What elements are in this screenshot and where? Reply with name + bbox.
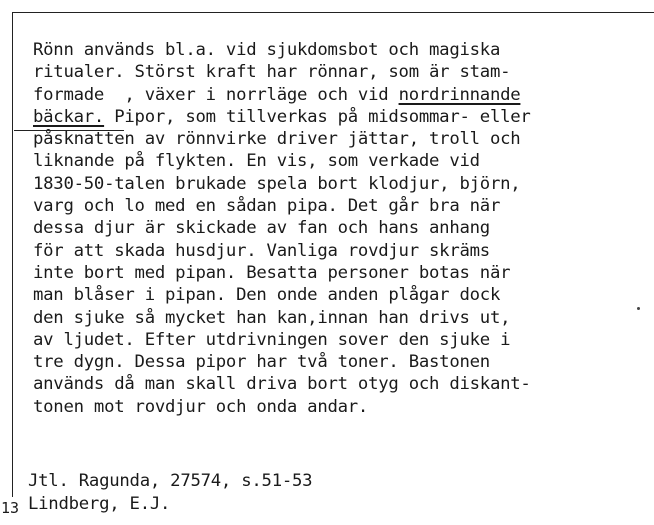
body-line-17: tonen mot rovdjur och onda andar. [33, 396, 369, 417]
body-line-16: används då man skall driva bort otyg och diskant- [33, 374, 531, 395]
margin-underline-mark [14, 130, 124, 131]
card-border-top [13, 12, 654, 13]
body-line-6: liknande på flykten. En vis, som verkade vid [33, 151, 480, 172]
body-line-4: bäckar. Pipor, som tillverkas på midsommar- eller [33, 106, 531, 127]
body-line-5: påsknatten av rönnvirke driver jättar, troll och [33, 129, 521, 150]
body-line-12: man blåser i pipan. Den onde anden plågar dock [33, 285, 501, 306]
body-line-9: dessa djur är skickade av fan och hans anhang [33, 218, 490, 239]
body-line-10: för att skada husdjur. Vanliga rovdjur skräms [33, 240, 490, 261]
body-line-8: varg och lo med en sådan pipa. Det går bra när [33, 196, 501, 217]
source-reference: Jtl. Ragunda, 27574, s.51-53 [28, 471, 313, 491]
body-line-2: ritualer. Störst kraft har rönnar, som är stam- [33, 62, 511, 83]
body-line-3: formade , växer i norrläge och vid nordrinnande [33, 84, 521, 105]
card-body-text [33, 39, 648, 418]
body-line-13: den sjuke så mycket han kan,innan han drivs ut, [33, 307, 511, 328]
body-line-14: av ljudet. Efter utdrivningen sover den sjuke i [33, 329, 511, 350]
body-line-15: tre dygn. Dessa pipor har två toner. Bastonen [33, 352, 490, 373]
author-reference: Lindberg, E.J. [28, 494, 171, 514]
underlined-word-backar: bäckar. [33, 106, 105, 127]
card-border-left [12, 12, 13, 497]
body-line-11: inte bort med pipan. Besatta personer botas när [33, 262, 511, 283]
underlined-word-nordrinnande: nordrinnande [398, 84, 521, 105]
stray-dot-mark [637, 307, 640, 310]
card-number: 13 [1, 499, 20, 517]
body-line-1: Rönn används bl.a. vid sjukdomsbot och magiska [33, 40, 501, 60]
body-line-7: 1830-50-talen brukade spela bort klodjur, björn, [33, 173, 521, 194]
